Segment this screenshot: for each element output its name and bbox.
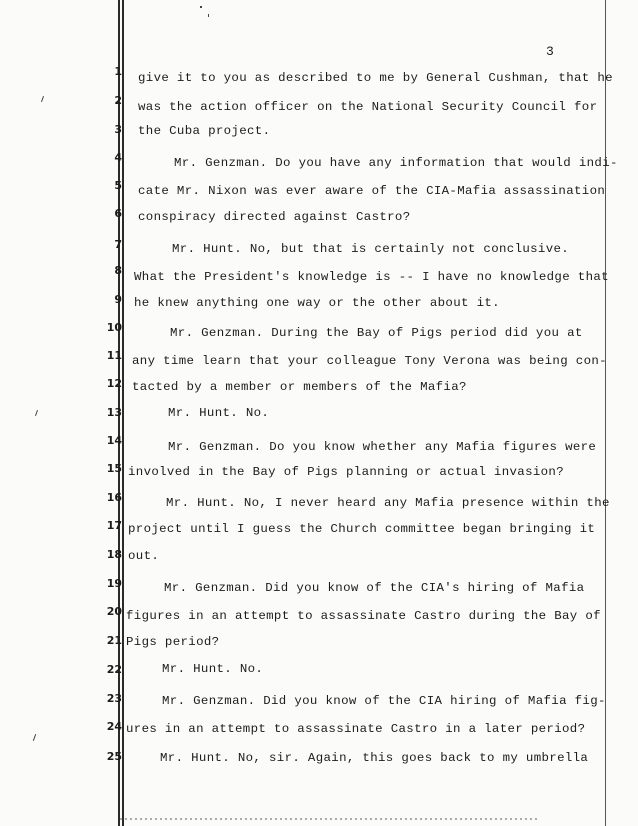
line-number: 18: [106, 548, 122, 561]
transcript-line: Mr. Hunt. No.: [162, 662, 264, 676]
line-number: 22: [106, 663, 122, 676]
transcript-line: he knew anything one way or the other about it.: [134, 296, 500, 310]
transcript-line: involved in the Bay of Pigs planning or actual invasion?: [128, 465, 564, 479]
transcript-line: Mr. Hunt. No.: [168, 406, 270, 420]
scan-speck: [33, 734, 36, 741]
transcript-line: Pigs period?: [126, 635, 220, 649]
transcript-line: give it to you as described to me by General Cushman, that he: [138, 71, 613, 85]
transcript-line: tacted by a member or members of the Mafia?: [132, 380, 467, 394]
transcript-line: cate Mr. Nixon was ever aware of the CIA-Mafia assassination: [138, 184, 606, 198]
left-margin-rule-inner: [122, 0, 124, 826]
line-number: 11: [106, 349, 122, 362]
transcript-line: any time learn that your colleague Tony Verona was being con-: [132, 354, 607, 368]
transcript-line: conspiracy directed against Castro?: [138, 210, 411, 224]
line-number: 3: [114, 123, 122, 136]
line-number: 10: [106, 321, 122, 334]
scan-bottom-edge: [120, 818, 540, 820]
transcript-line: Mr. Hunt. No, I never heard any Mafia presence within the: [166, 496, 610, 510]
line-number: 15: [106, 462, 122, 475]
transcript-line: was the action officer on the National Security Council for: [138, 100, 598, 114]
transcript-line: project until I guess the Church committee began bringing it: [128, 522, 596, 536]
line-number: 24: [106, 720, 122, 733]
line-number: 14: [106, 434, 122, 447]
page-number: 3: [546, 44, 554, 59]
line-number: 16: [106, 491, 122, 504]
transcript-line: Mr. Hunt. No, sir. Again, this goes back to my umbrella: [160, 751, 589, 765]
line-number: 20: [106, 605, 122, 618]
scan-speck: [200, 6, 202, 8]
line-number: 23: [106, 692, 122, 705]
transcript-line: out.: [128, 549, 160, 563]
line-number: 9: [114, 293, 122, 306]
transcript-line: figures in an attempt to assassinate Castro during the Bay of: [126, 609, 601, 623]
scan-speck: [35, 410, 38, 416]
transcript-line: What the President's knowledge is -- I have no knowledge that: [134, 270, 609, 284]
transcript-line: Mr. Genzman. Did you know of the CIA's hiring of Mafia: [164, 581, 585, 595]
line-number: 1: [114, 65, 122, 78]
line-number: 6: [114, 207, 122, 220]
transcript-line: Mr. Genzman. Did you know of the CIA hiring of Mafia fig-: [162, 694, 606, 708]
transcript-line: Mr. Genzman. Do you have any information that would indi-: [174, 156, 618, 170]
scan-speck: [41, 96, 44, 102]
line-number: 12: [106, 377, 122, 390]
line-number: 4: [114, 151, 122, 164]
line-number: 19: [106, 577, 122, 590]
line-number: 2: [114, 94, 122, 107]
transcript-line: Mr. Genzman. Do you know whether any Mafia figures were: [168, 440, 597, 454]
transcript-line: Mr. Hunt. No, but that is certainly not conclusive.: [172, 242, 570, 256]
transcript-line: ures in an attempt to assassinate Castro in a later period?: [126, 722, 586, 736]
transcript-line: Mr. Genzman. During the Bay of Pigs period did you at: [170, 326, 583, 340]
scan-speck: [208, 14, 209, 17]
line-number: 7: [114, 238, 122, 251]
line-number: 17: [106, 519, 122, 532]
line-number: 21: [106, 634, 122, 647]
transcript-line: the Cuba project.: [138, 124, 271, 138]
line-number: 13: [106, 406, 122, 419]
line-number: 5: [114, 179, 122, 192]
line-number: 25: [106, 750, 122, 763]
line-number: 8: [114, 264, 122, 277]
